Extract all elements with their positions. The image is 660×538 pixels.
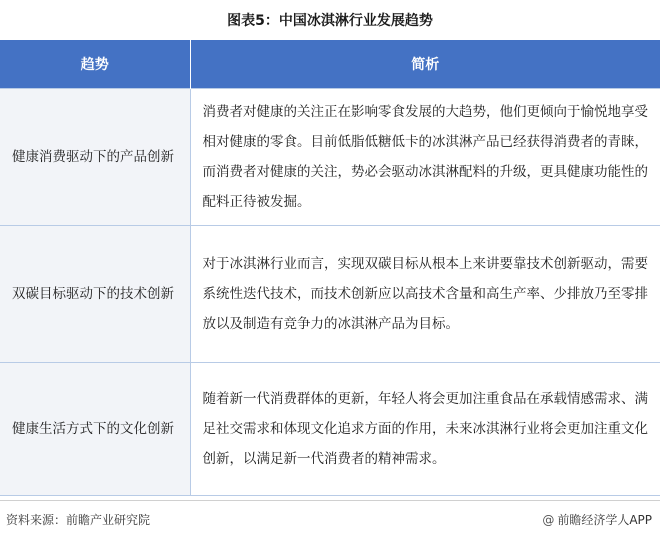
- at-icon: @: [542, 512, 555, 527]
- brand-credit: [542, 511, 652, 528]
- header-trend: 趋势: [0, 40, 190, 89]
- analysis-cell: 消费者对健康的关注正在影响零食发展的大趋势，他们更倾向于愉悦地享受相对健康的零食。目前低脂低糖低卡的冰淇淋产品已经获得消费者的青睐，而消费者对健康的关注，势必会驱动冰淇淋配料的升级，更具健康功能性的配料正待被发掘。: [190, 89, 660, 226]
- trend-cell: 健康消费驱动下的产品创新: [0, 89, 190, 226]
- table-header-row: [0, 40, 660, 89]
- analysis-cell: 对于冰淇淋行业而言，实现双碳目标从根本上来讲要靠技术创新驱动，需要系统性迭代技术，而技术创新应以高技术含量和高生产率、少排放乃至零排放以及制造有竞争力的冰淇淋产品为目标。: [190, 226, 660, 363]
- trend-table: [0, 40, 660, 496]
- trend-cell: 双碳目标驱动下的技术创新: [0, 226, 190, 363]
- table-row: [0, 226, 660, 363]
- table-row: [0, 363, 660, 496]
- analysis-cell: 随着新一代消费群体的更新，年轻人将会更加注重食品在承载情感需求、满足社交需求和体现文化追求方面的作用，未来冰淇淋行业将会更加注重文化创新，以满足新一代消费者的精神需求。: [190, 363, 660, 496]
- footer: [0, 500, 660, 538]
- chart-title: 图表5：中国冰淇淋行业发展趋势: [227, 13, 433, 29]
- trend-cell: 健康生活方式下的文化创新: [0, 363, 190, 496]
- brand-name: 前瞻经济学人APP: [557, 513, 652, 527]
- header-analysis: 简析: [190, 40, 660, 89]
- source-note: 资料来源：前瞻产业研究院: [6, 513, 151, 527]
- table-row: [0, 89, 660, 226]
